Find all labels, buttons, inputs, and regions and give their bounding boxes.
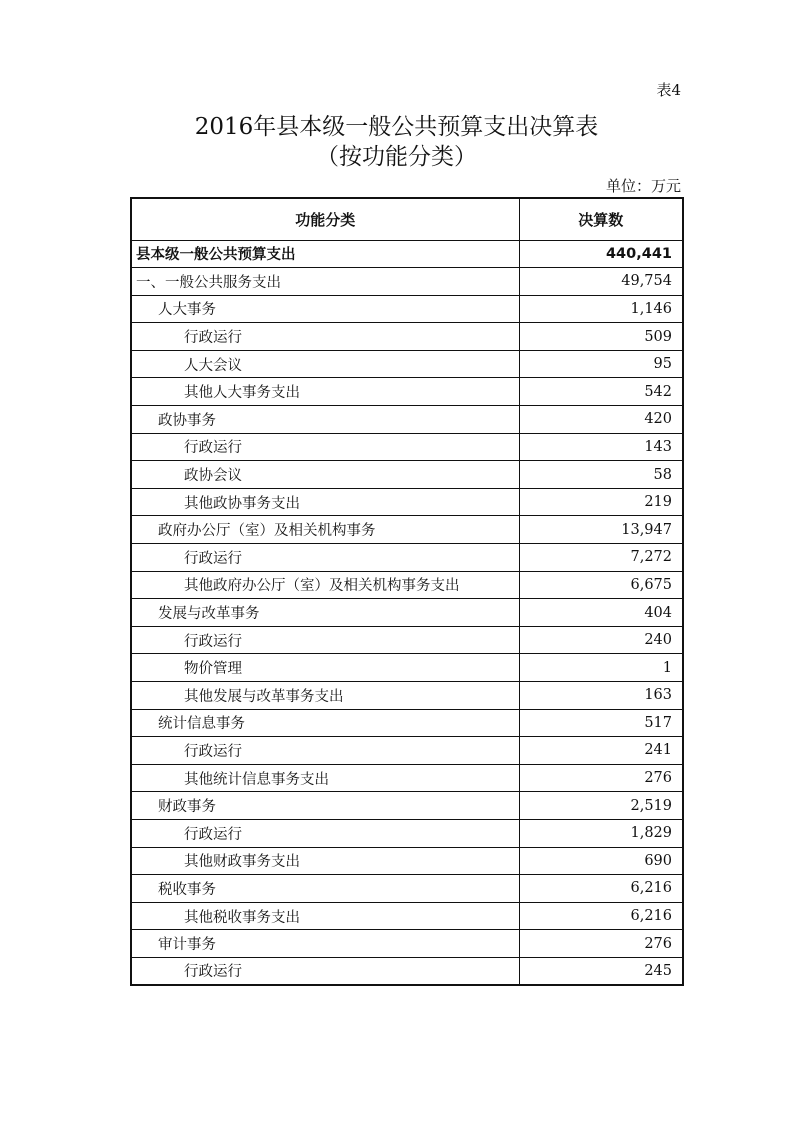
amount-cell: 240 — [519, 626, 683, 654]
table-row — [131, 957, 683, 985]
category-cell: 发展与改革事务 — [131, 599, 519, 627]
category-cell: 县本级一般公共预算支出 — [131, 240, 519, 268]
table-row — [131, 764, 683, 792]
table-row — [131, 709, 683, 737]
amount-cell: 440,441 — [519, 240, 683, 268]
amount-cell: 49,754 — [519, 268, 683, 296]
table-row — [131, 930, 683, 958]
category-cell: 其他统计信息事务支出 — [131, 764, 519, 792]
category-cell: 行政运行 — [131, 626, 519, 654]
amount-cell: 58 — [519, 461, 683, 489]
category-cell: 政协会议 — [131, 461, 519, 489]
table-row — [131, 350, 683, 378]
column-header-category: 功能分类 — [131, 198, 519, 240]
amount-cell: 7,272 — [519, 544, 683, 572]
category-cell: 审计事务 — [131, 930, 519, 958]
amount-cell: 690 — [519, 847, 683, 875]
category-cell: 行政运行 — [131, 957, 519, 985]
amount-cell: 1 — [519, 654, 683, 682]
amount-cell: 276 — [519, 764, 683, 792]
table-row — [131, 626, 683, 654]
category-cell: 行政运行 — [131, 544, 519, 572]
table-row — [131, 323, 683, 351]
table-number: 表4 — [656, 81, 681, 99]
amount-cell: 6,216 — [519, 875, 683, 903]
table-row — [131, 488, 683, 516]
category-cell: 行政运行 — [131, 737, 519, 765]
amount-cell: 6,216 — [519, 902, 683, 930]
amount-cell: 1,146 — [519, 295, 683, 323]
table-body — [131, 240, 683, 985]
table-row — [131, 819, 683, 847]
amount-cell: 163 — [519, 682, 683, 710]
category-cell: 人大事务 — [131, 295, 519, 323]
table-row — [131, 902, 683, 930]
category-cell: 行政运行 — [131, 433, 519, 461]
amount-cell: 404 — [519, 599, 683, 627]
table-row — [131, 516, 683, 544]
table-header-row — [131, 198, 683, 240]
table-row — [131, 406, 683, 434]
table-row — [131, 654, 683, 682]
category-cell: 一、一般公共服务支出 — [131, 268, 519, 296]
category-cell: 其他发展与改革事务支出 — [131, 682, 519, 710]
expenditure-table — [130, 197, 684, 986]
category-cell: 税收事务 — [131, 875, 519, 903]
column-header-amount: 决算数 — [519, 198, 683, 240]
amount-cell: 245 — [519, 957, 683, 985]
table-row — [131, 875, 683, 903]
amount-cell: 6,675 — [519, 571, 683, 599]
category-cell: 统计信息事务 — [131, 709, 519, 737]
table-row — [131, 571, 683, 599]
amount-cell: 517 — [519, 709, 683, 737]
category-cell: 其他政府办公厅（室）及相关机构事务支出 — [131, 571, 519, 599]
amount-cell: 276 — [519, 930, 683, 958]
amount-cell: 143 — [519, 433, 683, 461]
page-subtitle: （按功能分类） — [316, 144, 477, 170]
table-row — [131, 544, 683, 572]
category-cell: 财政事务 — [131, 792, 519, 820]
category-cell: 行政运行 — [131, 819, 519, 847]
amount-cell: 1,829 — [519, 819, 683, 847]
category-cell: 其他政协事务支出 — [131, 488, 519, 516]
amount-cell: 420 — [519, 406, 683, 434]
table-row — [131, 599, 683, 627]
category-cell: 物价管理 — [131, 654, 519, 682]
amount-cell: 95 — [519, 350, 683, 378]
amount-cell: 2,519 — [519, 792, 683, 820]
category-cell: 其他人大事务支出 — [131, 378, 519, 406]
table-row — [131, 737, 683, 765]
amount-cell: 13,947 — [519, 516, 683, 544]
page-title: 2016年县本级一般公共预算支出决算表 — [194, 114, 599, 140]
amount-cell: 241 — [519, 737, 683, 765]
category-cell: 其他税收事务支出 — [131, 902, 519, 930]
amount-cell: 509 — [519, 323, 683, 351]
table-row — [131, 268, 683, 296]
table-row — [131, 295, 683, 323]
table-row — [131, 847, 683, 875]
category-cell: 政府办公厅（室）及相关机构事务 — [131, 516, 519, 544]
amount-cell: 219 — [519, 488, 683, 516]
category-cell: 行政运行 — [131, 323, 519, 351]
unit-label: 单位：万元 — [605, 177, 681, 195]
table-row — [131, 461, 683, 489]
category-cell: 政协事务 — [131, 406, 519, 434]
table-row — [131, 433, 683, 461]
table-row — [131, 792, 683, 820]
table-row — [131, 378, 683, 406]
category-cell: 其他财政事务支出 — [131, 847, 519, 875]
table-row — [131, 240, 683, 268]
table-row — [131, 682, 683, 710]
amount-cell: 542 — [519, 378, 683, 406]
category-cell: 人大会议 — [131, 350, 519, 378]
